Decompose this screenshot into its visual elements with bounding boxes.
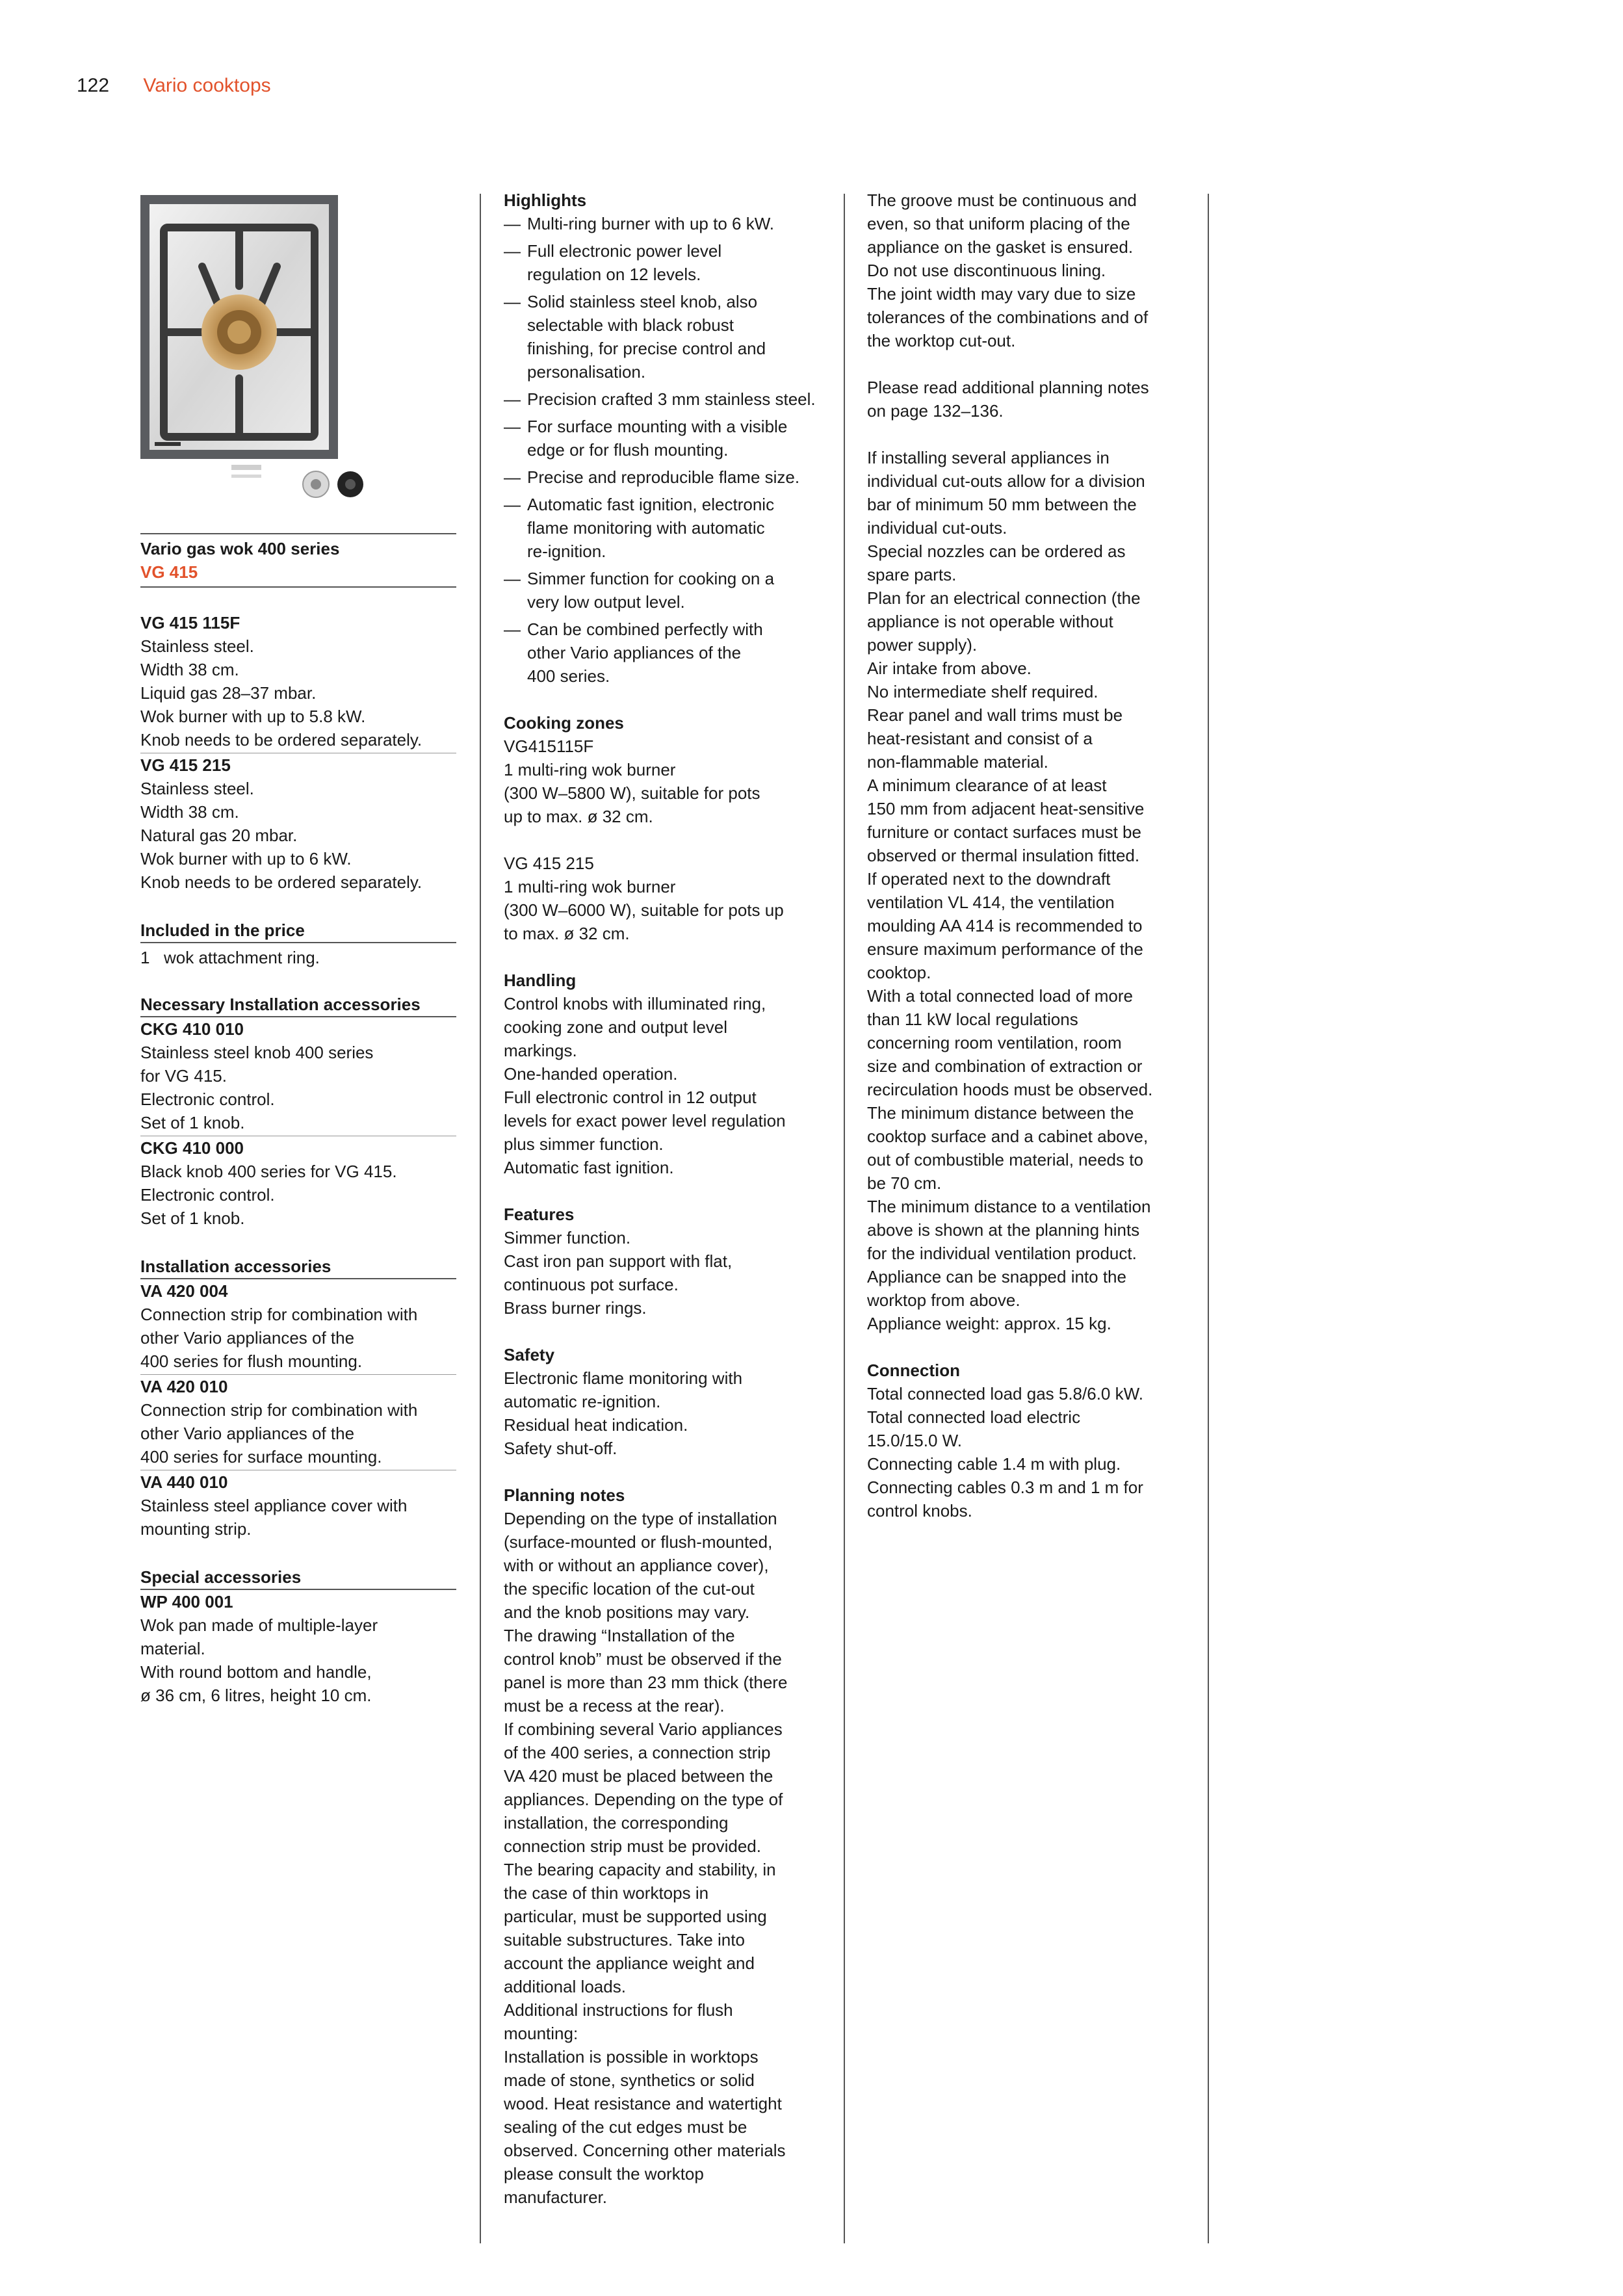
safety-line: Electronic flame monitoring with bbox=[504, 1368, 743, 1388]
variant-line: Natural gas 20 mbar. bbox=[140, 826, 298, 845]
planning-line: individual cut-outs. bbox=[867, 518, 1007, 538]
highlight-line: other Vario appliances of the bbox=[527, 643, 742, 662]
handling-heading: Handling bbox=[504, 971, 577, 990]
safety-heading: Safety bbox=[504, 1345, 555, 1364]
planning-line: than 11 kW local regulations bbox=[867, 1010, 1078, 1029]
planning-line: worktop from above. bbox=[867, 1290, 1020, 1310]
column-divider bbox=[844, 194, 845, 2243]
accessory-item bbox=[140, 1017, 456, 1136]
planning-line: Plan for an electrical connection (the bbox=[867, 588, 1141, 608]
features-line: Cast iron pan support with flat, bbox=[504, 1251, 733, 1271]
planning-paragraph-2 bbox=[867, 376, 1186, 423]
cooking-zones-line: VG415115F bbox=[504, 737, 594, 756]
accessory-line: 400 series for surface mounting. bbox=[140, 1447, 382, 1467]
highlight-item bbox=[504, 239, 822, 286]
connection-heading: Connection bbox=[867, 1361, 960, 1380]
variant-code: VG 415 115F bbox=[140, 613, 240, 633]
planning-line: the case of thin worktops in bbox=[504, 1883, 709, 1903]
highlight-item bbox=[504, 493, 822, 563]
planning-line: the worktop cut-out. bbox=[867, 331, 1016, 350]
planning-line: of the 400 series, a connection strip bbox=[504, 1743, 771, 1762]
highlight-line: re-ignition. bbox=[527, 541, 606, 561]
planning-line: If installing several appliances in bbox=[867, 448, 1110, 467]
handling-line: Control knobs with illuminated ring, bbox=[504, 994, 766, 1013]
planning-line: Appliance can be snapped into the bbox=[867, 1267, 1126, 1286]
included-item bbox=[140, 942, 456, 969]
installation-accessories-heading: Installation accessories bbox=[140, 1255, 456, 1279]
cooking-zones-heading: Cooking zones bbox=[504, 713, 624, 733]
accessory-item bbox=[140, 1375, 456, 1470]
included-block bbox=[140, 919, 456, 969]
planning-line: The drawing “Installation of the bbox=[504, 1626, 735, 1645]
accessory-line: other Vario appliances of the bbox=[140, 1424, 355, 1443]
planning-line: observed or thermal insulation fitted. bbox=[867, 846, 1140, 865]
highlights-list bbox=[504, 212, 822, 688]
special-accessories-heading: Special accessories bbox=[140, 1565, 456, 1590]
column-product bbox=[140, 189, 456, 1708]
accessory-code: CKG 410 000 bbox=[140, 1138, 244, 1158]
page-number: 122 bbox=[77, 75, 110, 96]
planning-line: for the individual ventilation product. bbox=[867, 1244, 1137, 1263]
planning-line: Please read additional planning notes bbox=[867, 378, 1149, 397]
planning-line: control knob” must be observed if the bbox=[504, 1649, 782, 1669]
planning-line: Rear panel and wall trims must be bbox=[867, 705, 1123, 725]
page-header bbox=[77, 73, 271, 99]
variant-line: Wok burner with up to 6 kW. bbox=[140, 849, 352, 868]
handling-line: cooking zone and output level bbox=[504, 1017, 728, 1037]
accessory-line: Wok pan made of multiple-layer bbox=[140, 1615, 378, 1635]
planning-paragraph-1 bbox=[867, 189, 1186, 352]
planning-line: particular, must be supported using bbox=[504, 1907, 767, 1926]
planning-line: spare parts. bbox=[867, 565, 957, 584]
column-features bbox=[504, 189, 822, 2209]
safety-block bbox=[504, 1343, 822, 1460]
planning-line: mounting: bbox=[504, 2024, 578, 2043]
column-planning bbox=[867, 189, 1186, 1522]
planning-line: Additional instructions for flush bbox=[504, 2000, 733, 2020]
cooking-zones-line: to max. ø 32 cm. bbox=[504, 924, 630, 943]
variant-line: Width 38 cm. bbox=[140, 660, 239, 679]
highlight-line: very low output level. bbox=[527, 592, 685, 612]
included-heading: Included in the price bbox=[140, 920, 305, 940]
planning-line: With a total connected load of more bbox=[867, 986, 1134, 1006]
planning-line: moulding AA 414 is recommended to bbox=[867, 916, 1143, 935]
necessary-accessories-block bbox=[140, 993, 456, 1231]
accessory-code: VA 420 010 bbox=[140, 1377, 228, 1396]
planning-line: the specific location of the cut-out bbox=[504, 1579, 755, 1598]
variant-line: Wok burner with up to 5.8 kW. bbox=[140, 707, 366, 726]
planning-line: bar of minimum 50 mm between the bbox=[867, 495, 1137, 514]
highlight-line: — Solid stainless steel knob, also bbox=[527, 292, 758, 311]
variant-code: VG 415 215 bbox=[140, 755, 231, 775]
planning-line: A minimum clearance of at least bbox=[867, 776, 1107, 795]
planning-line: above is shown at the planning hints bbox=[867, 1220, 1140, 1240]
planning-line: on page 132–136. bbox=[867, 401, 1004, 421]
handling-line: Full electronic control in 12 output bbox=[504, 1088, 757, 1107]
planning-line: observed. Concerning other materials bbox=[504, 2141, 786, 2160]
highlight-line: — Automatic fast ignition, electronic bbox=[527, 495, 775, 514]
planning-notes-heading: Planning notes bbox=[504, 1485, 625, 1505]
highlight-line: — Precise and reproducible flame size. bbox=[527, 467, 800, 487]
highlight-line: regulation on 12 levels. bbox=[527, 265, 701, 284]
variant bbox=[140, 611, 456, 753]
connection-line: Connecting cables 0.3 m and 1 m for bbox=[867, 1478, 1143, 1497]
highlight-line: finishing, for precise control and bbox=[527, 339, 766, 358]
connection-line: Total connected load electric bbox=[867, 1407, 1081, 1427]
installation-accessories-block bbox=[140, 1255, 456, 1542]
variant-line: Width 38 cm. bbox=[140, 802, 239, 822]
variant-line: Knob needs to be ordered separately. bbox=[140, 872, 422, 892]
handling-block bbox=[504, 969, 822, 1179]
planning-line: connection strip must be provided. bbox=[504, 1836, 761, 1856]
planning-line: (surface-mounted or flush-mounted, bbox=[504, 1532, 773, 1552]
planning-line: suitable substructures. Take into bbox=[504, 1930, 745, 1950]
planning-line: must be a recess at the rear). bbox=[504, 1696, 725, 1715]
accessory-line: Connection strip for combination with bbox=[140, 1400, 418, 1420]
planning-line: recirculation hoods must be observed. bbox=[867, 1080, 1153, 1099]
highlight-item bbox=[504, 290, 822, 384]
highlight-line: flame monitoring with automatic bbox=[527, 518, 765, 538]
planning-line: ventilation VL 414, the ventilation bbox=[867, 893, 1115, 912]
planning-line: cooktop. bbox=[867, 963, 931, 982]
handling-line: One-handed operation. bbox=[504, 1064, 678, 1084]
safety-line: Residual heat indication. bbox=[504, 1415, 688, 1435]
highlight-line: — Multi-ring burner with up to 6 kW. bbox=[527, 214, 775, 233]
connection-block bbox=[867, 1359, 1186, 1522]
connection-line: Connecting cable 1.4 m with plug. bbox=[867, 1454, 1121, 1474]
planning-line: tolerances of the combinations and of bbox=[867, 307, 1149, 327]
column-divider bbox=[1208, 194, 1209, 2243]
cooking-zones-line: VG 415 215 bbox=[504, 854, 594, 873]
included-qty: 1 bbox=[140, 948, 150, 967]
planning-line: power supply). bbox=[867, 635, 978, 655]
product-heading bbox=[140, 533, 456, 588]
accessory-line: ø 36 cm, 6 litres, height 10 cm. bbox=[140, 1686, 372, 1705]
cooking-zones-line: 1 multi-ring wok burner bbox=[504, 877, 676, 896]
variants-block bbox=[140, 611, 456, 895]
planning-line: The bearing capacity and stability, in bbox=[504, 1860, 776, 1879]
accessory-item bbox=[140, 1136, 456, 1231]
planning-line: Installation is possible in worktops bbox=[504, 2047, 759, 2067]
planning-line: account the appliance weight and bbox=[504, 1953, 755, 1973]
features-line: Brass burner rings. bbox=[504, 1298, 647, 1318]
handling-line: plus simmer function. bbox=[504, 1134, 664, 1154]
cooking-zones-block bbox=[504, 711, 822, 945]
accessory-line: Stainless steel appliance cover with bbox=[140, 1496, 408, 1515]
highlight-item bbox=[504, 618, 822, 688]
connection-line: 15.0/15.0 W. bbox=[867, 1431, 962, 1450]
variant-line: Knob needs to be ordered separately. bbox=[140, 730, 422, 750]
planning-line: made of stone, synthetics or solid bbox=[504, 2070, 755, 2090]
accessory-line: material. bbox=[140, 1639, 205, 1658]
planning-line: Air intake from above. bbox=[867, 659, 1032, 678]
model-code: VG 415 bbox=[140, 560, 456, 588]
accessory-line: With round bottom and handle, bbox=[140, 1662, 372, 1682]
planning-line: concerning room ventilation, room bbox=[867, 1033, 1122, 1052]
variant bbox=[140, 753, 456, 895]
planning-line: ensure maximum performance of the bbox=[867, 939, 1143, 959]
special-accessories-block bbox=[140, 1565, 456, 1708]
planning-line: The joint width may vary due to size bbox=[867, 284, 1136, 304]
cooking-zones-line: (300 W–5800 W), suitable for pots bbox=[504, 783, 760, 803]
highlight-item bbox=[504, 387, 822, 411]
highlight-line: edge or for flush mounting. bbox=[527, 440, 729, 460]
variant-line: Liquid gas 28–37 mbar. bbox=[140, 683, 317, 703]
safety-line: automatic re-ignition. bbox=[504, 1392, 661, 1411]
planning-line: even, so that uniform placing of the bbox=[867, 214, 1130, 233]
planning-line: with or without an appliance cover), bbox=[504, 1556, 769, 1575]
features-line: Simmer function. bbox=[504, 1228, 631, 1247]
highlight-line: — Full electronic power level bbox=[527, 241, 722, 261]
highlight-line: selectable with black robust bbox=[527, 315, 734, 335]
handling-line: markings. bbox=[504, 1041, 577, 1060]
planning-line: If combining several Vario appliances bbox=[504, 1719, 783, 1739]
highlight-item bbox=[504, 415, 822, 462]
accessory-line: Connection strip for combination with bbox=[140, 1305, 418, 1324]
included-text: wok attachment ring. bbox=[164, 948, 320, 967]
planning-line: 150 mm from adjacent heat-sensitive bbox=[867, 799, 1145, 818]
cooking-zones-line: (300 W–6000 W), suitable for pots up bbox=[504, 900, 784, 920]
section-title: Vario cooktops bbox=[143, 75, 271, 96]
variant-line: Stainless steel. bbox=[140, 636, 254, 656]
connection-line: Total connected load gas 5.8/6.0 kW. bbox=[867, 1384, 1143, 1403]
planning-line: No intermediate shelf required. bbox=[867, 682, 1098, 701]
necessary-accessories-heading: Necessary Installation accessories bbox=[140, 993, 456, 1017]
accessory-line: for VG 415. bbox=[140, 1066, 227, 1086]
accessory-line: Set of 1 knob. bbox=[140, 1208, 245, 1228]
planning-line: non-flammable material. bbox=[867, 752, 1048, 772]
planning-line: sealing of the cut edges must be bbox=[504, 2117, 747, 2137]
connection-line: control knobs. bbox=[867, 1501, 972, 1520]
planning-line: individual cut-outs allow for a division bbox=[867, 471, 1145, 491]
accessory-line: other Vario appliances of the bbox=[140, 1328, 355, 1348]
handling-line: Automatic fast ignition. bbox=[504, 1158, 674, 1177]
highlights-heading: Highlights bbox=[504, 190, 587, 210]
series-name: Vario gas wok 400 series bbox=[140, 539, 340, 558]
accessory-code: WP 400 001 bbox=[140, 1592, 233, 1611]
planning-line: appliance is not operable without bbox=[867, 612, 1113, 631]
accessory-line: Electronic control. bbox=[140, 1185, 275, 1205]
highlight-item bbox=[504, 465, 822, 489]
highlights-block bbox=[504, 189, 822, 688]
column-divider bbox=[480, 194, 481, 2243]
safety-line: Safety shut-off. bbox=[504, 1439, 617, 1458]
accessory-item bbox=[140, 1590, 456, 1708]
planning-line: Special nozzles can be ordered as bbox=[867, 541, 1126, 561]
planning-line: be 70 cm. bbox=[867, 1173, 942, 1193]
features-line: continuous pot surface. bbox=[504, 1275, 679, 1294]
planning-line: out of combustible material, needs to bbox=[867, 1150, 1143, 1169]
accessory-line: Electronic control. bbox=[140, 1089, 275, 1109]
planning-notes-block bbox=[504, 1483, 822, 2209]
planning-line: If operated next to the downdraft bbox=[867, 869, 1111, 889]
planning-line: wood. Heat resistance and watertight bbox=[504, 2094, 782, 2113]
accessory-code: VA 420 004 bbox=[140, 1281, 228, 1301]
planning-line: The groove must be continuous and bbox=[867, 190, 1137, 210]
planning-line: installation, the corresponding bbox=[504, 1813, 729, 1833]
planning-line: cooktop surface and a cabinet above, bbox=[867, 1127, 1149, 1146]
variant-line: Stainless steel. bbox=[140, 779, 254, 798]
highlight-line: 400 series. bbox=[527, 666, 610, 686]
accessory-item bbox=[140, 1470, 456, 1542]
planning-line: Do not use discontinuous lining. bbox=[867, 261, 1106, 280]
accessory-code: VA 440 010 bbox=[140, 1472, 228, 1492]
planning-line: and the knob positions may vary. bbox=[504, 1602, 750, 1622]
highlight-line: — Precision crafted 3 mm stainless steel. bbox=[527, 389, 816, 409]
accessory-item bbox=[140, 1279, 456, 1375]
planning-line: heat-resistant and consist of a bbox=[867, 729, 1093, 748]
cooking-zones-line: up to max. ø 32 cm. bbox=[504, 807, 653, 826]
planning-line: manufacturer. bbox=[504, 2187, 607, 2207]
accessory-line: 400 series for flush mounting. bbox=[140, 1351, 363, 1371]
accessory-code: CKG 410 010 bbox=[140, 1019, 244, 1039]
cooking-zones-variant-2 bbox=[504, 852, 822, 945]
handling-line: levels for exact power level regulation bbox=[504, 1111, 786, 1130]
highlight-line: — For surface mounting with a visible bbox=[527, 417, 788, 436]
cooking-zones-line: 1 multi-ring wok burner bbox=[504, 760, 676, 779]
planning-line: please consult the worktop bbox=[504, 2164, 704, 2184]
accessory-line: Set of 1 knob. bbox=[140, 1113, 245, 1132]
features-block bbox=[504, 1203, 822, 1320]
accessory-line: Black knob 400 series for VG 415. bbox=[140, 1162, 397, 1181]
accessory-line: mounting strip. bbox=[140, 1519, 252, 1539]
planning-line: panel is more than 23 mm thick (there bbox=[504, 1673, 788, 1692]
highlight-line: personalisation. bbox=[527, 362, 646, 382]
planning-line: appliance on the gasket is ensured. bbox=[867, 237, 1134, 257]
features-heading: Features bbox=[504, 1205, 575, 1224]
highlight-item bbox=[504, 567, 822, 614]
planning-line: furniture or contact surfaces must be bbox=[867, 822, 1141, 842]
accessory-line: Stainless steel knob 400 series bbox=[140, 1043, 374, 1062]
planning-line: appliances. Depending on the type of bbox=[504, 1790, 783, 1809]
planning-line: VA 420 must be placed between the bbox=[504, 1766, 773, 1786]
planning-line: Depending on the type of installation bbox=[504, 1509, 777, 1528]
highlight-line: — Can be combined perfectly with bbox=[527, 620, 763, 639]
planning-line: The minimum distance to a ventilation bbox=[867, 1197, 1151, 1216]
planning-line: The minimum distance between the bbox=[867, 1103, 1134, 1123]
planning-line: Appliance weight: approx. 15 kg. bbox=[867, 1314, 1111, 1333]
highlight-line: — Simmer function for cooking on a bbox=[527, 569, 775, 588]
planning-line: size and combination of extraction or bbox=[867, 1056, 1143, 1076]
planning-line: additional loads. bbox=[504, 1977, 626, 1996]
highlight-item bbox=[504, 212, 822, 235]
planning-paragraph-3 bbox=[867, 446, 1186, 1335]
product-image-wok-cooktop bbox=[140, 189, 456, 507]
